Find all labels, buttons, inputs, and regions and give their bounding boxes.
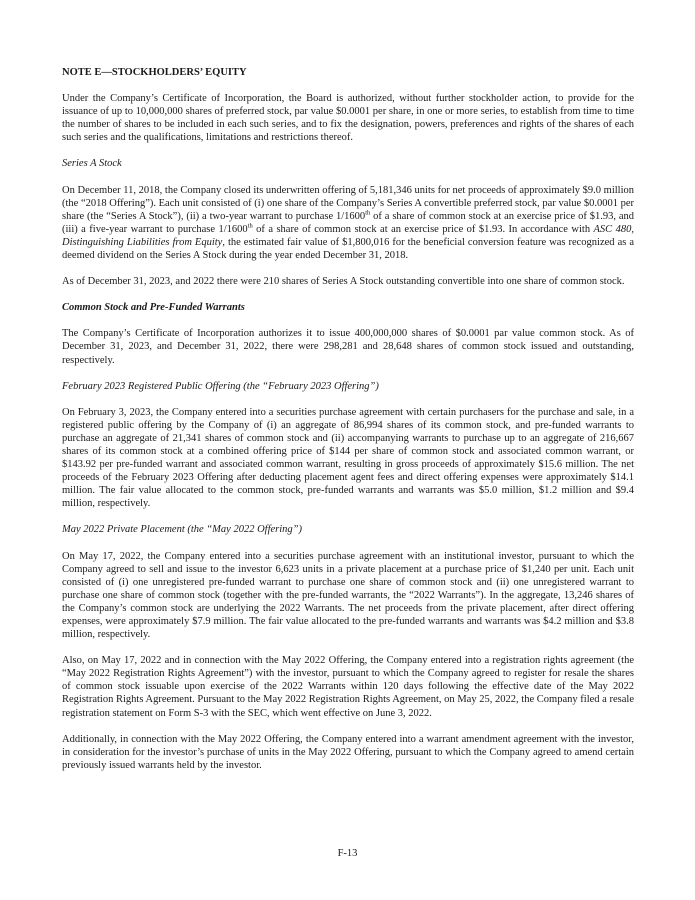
intro-paragraph: Under the Company’s Certificate of Incorporation, the Board is authorized, without further stockholder action, to provide for the issuance of up to 10,000,000 shares of preferred stock, par value $0.0001 per share, in one or more series, to establish from time to time the number of shares to be included in each such series, and to fix the designation, powers, preferences and rights of the shares of each such series and the qualifications, limitations and restrictions thereof. bbox=[62, 93, 634, 144]
document-page bbox=[62, 66, 634, 785]
page-number: F-13 bbox=[337, 848, 358, 859]
may-2022-offering-heading: May 2022 Private Placement (the “May 2022 Offering”) bbox=[62, 524, 302, 536]
series-a-text-b: of a share of common stock at an exercise price of $1.93, and (iii) a five-year warrant to purchase 1/1600 bbox=[62, 210, 634, 235]
may-2022-offering-paragraph-3: Additionally, in connection with the May 2022 Offering, the Company entered into a warrant amendment agreement with the investor, in consideration for the investor’s purchase of units in the May 2022 Offering, pursuant to which the Company agreed to amend certain previously issued warrants held by the investor. bbox=[62, 733, 634, 771]
series-a-paragraph-1 bbox=[62, 184, 634, 263]
series-a-text-a: On December 11, 2018, the Company closed its underwritten offering of 5,181,346 units for net proceeds of approximately $9.0 million (the “2018 Offering”). Each unit consisted of (i) one share of the Company’s Series A convertible preferred stock, par value $0.0001 per share (the “Series A Stock”), (ii) a two-year warrant to purchase 1/1600 bbox=[62, 184, 634, 222]
may-2022-offering-paragraph-1: On May 17, 2022, the Company entered into a securities purchase agreement with an institutional investor, pursuant to which the Company agreed to sell and issue to the investor 6,623 units in a private placement at a purchase price of $1,240 per unit. Each unit consisted of (i) one unregistered pre-funded warrant to purchase one share of common stock and (ii) one unregistered warrant to purchase one share of common stock (together with the pre-funded warrants, the “2022 Warrants”). In the aggregate, 13,246 shares of the Company’s common stock are underlying the 2022 Warrants. The net proceeds from the private placement, after direct offering expenses, were approximately $7.9 million. The fair value allocated to the pre-funded warrants and warrants was $4.2 million and $3.8 million, respectively. bbox=[62, 550, 634, 641]
common-stock-heading: Common Stock and Pre-Funded Warrants bbox=[62, 302, 245, 314]
series-a-heading: Series A Stock bbox=[62, 158, 122, 170]
series-a-text-c: of a share of common stock at an exercise price of $1.93. In accordance with bbox=[252, 223, 594, 235]
superscript-th-2: th bbox=[247, 222, 253, 230]
common-stock-paragraph: The Company’s Certificate of Incorporation authorizes it to issue 400,000,000 shares of $0.0001 par value common stock. As of December 31, 2023, and December 31, 2022, there were 298,281 and 28,648 shares of common stock issued and outstanding, respectively. bbox=[62, 328, 634, 366]
series-a-text-d: , the estimated fair value of $1,800,016 for the beneficial conversion feature was recognized as a deemed dividend on the Series A Stock during the year ended December 31, 2018. bbox=[62, 236, 634, 262]
note-title: NOTE E—STOCKHOLDERS’ EQUITY bbox=[62, 67, 247, 78]
superscript-th-1: th bbox=[365, 209, 371, 217]
series-a-paragraph-2: As of December 31, 2023, and 2022 there were 210 shares of Series A Stock outstanding convertible into one share of common stock. bbox=[62, 276, 625, 288]
feb-2023-offering-paragraph: On February 3, 2023, the Company entered into a securities purchase agreement with certain purchasers for the purchase and sale, in a registered public offering by the Company of (i) an aggregate of 86,994 shares of its common stock, and pre-funded warrants to purchase an aggregate of 21,341 shares of common stock and (ii) accompanying warrants to purchase up to an aggregate of 216,667 shares of its common stock at a combined offering price of $144 per share of common stock and associated common warrant, or $143.92 per pre-funded warrant and associated common warrant, resulting in gross proceeds of approximately $15.6 million. The net proceeds of the February 2023 Offering after deducting placement agent fees and direct offering expenses were approximately $14.1 million. The fair value allocated to the common stock, pre-funded warrants and warrants was $5.0 million, $1.2 million and $9.4 million, respectively. bbox=[62, 406, 634, 510]
may-2022-offering-paragraph-2: Also, on May 17, 2022 and in connection with the May 2022 Offering, the Company entered into a registration rights agreement (the “May 2022 Registration Rights Agreement”) with the investor, pursuant to which the Company agreed to register for resale the shares of common stock issuable upon exercise of the 2022 Warrants within 120 days following the effective date of the May 2022 Registration Rights Agreement. Pursuant to the May 2022 Registration Rights Agreement, on May 25, 2022, the Company filed a resale registration statement on Form S-3 with the SEC, which went effective on June 3, 2022. bbox=[62, 655, 634, 719]
feb-2023-offering-heading: February 2023 Registered Public Offering (the “February 2023 Offering”) bbox=[62, 380, 379, 392]
asc-reference: ASC 480, Distinguishing Liabilities from Equity bbox=[62, 223, 635, 248]
